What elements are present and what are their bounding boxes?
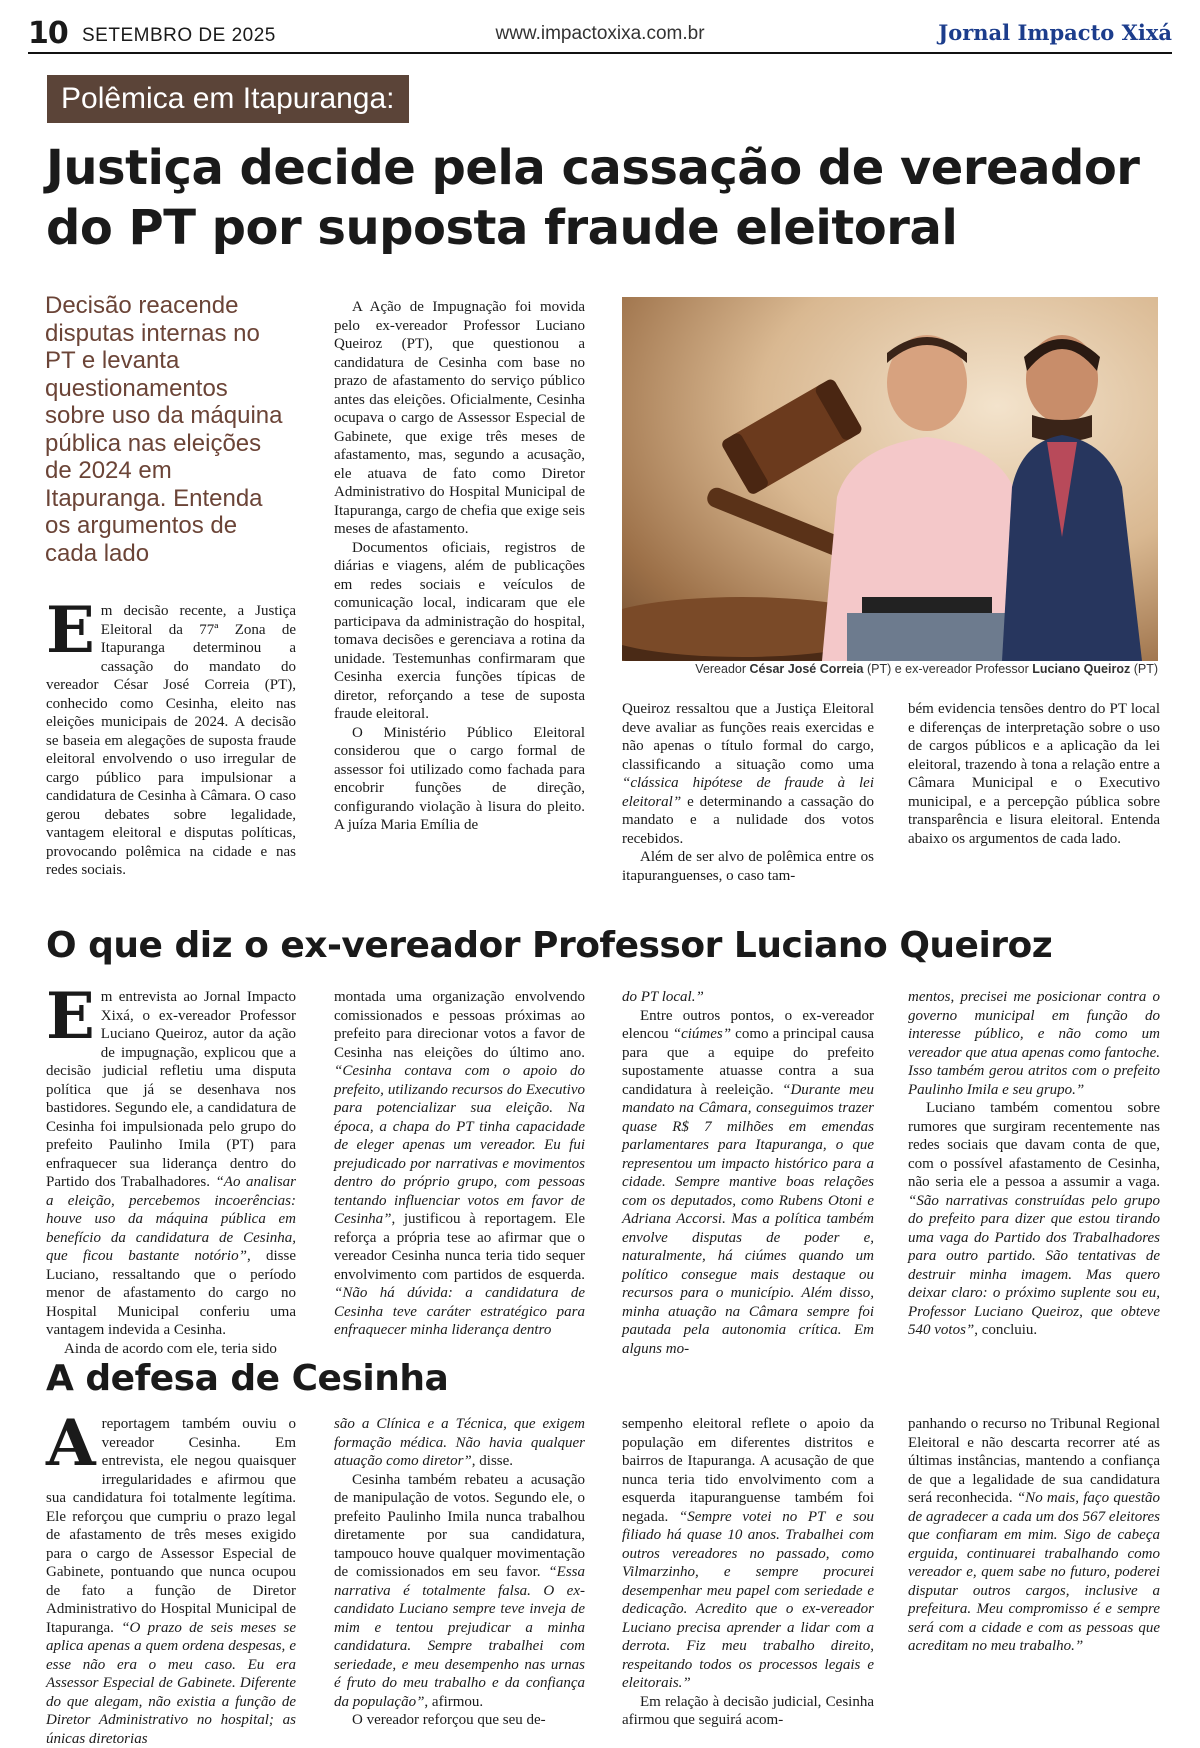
intro-paragraph: O Ministério Público Eleitoral considerou que o cargo formal de assessor foi utilizado como fachada para encobrir funções de direção, configurando violação à lisura do pleito. A juíza Maria Emília de xyxy=(334,724,585,833)
section1-column-3: do PT local.” Entre outros pontos, o ex-vereador elencou “ciúmes” como a principal causa para que a equipe do prefeito supostamente atuasse contra a sua candidatura à reeleição. “Durante meu mandato na Câmara, conseguimos trazer quase R$ 7 milhões em emendas parlamentares para Itapuranga, o que representou um impacto histórico para a cidade. Sempre mantive boas relações com os deputados, como Rubens Otoni e Adriana Accorsi. Mas a política também envolve disputas de poder e, naturalmente, há ciúmes quando um político consegue mais destaque ou recursos para o município. Além disso, minha atuação na Câmara sempre foi pautada pela autonomia crítica. Em alguns mo- xyxy=(622,989,875,1357)
headline-line-2: do PT por suposta fraude eleitoral xyxy=(46,200,958,256)
section-title-luciano: O que diz o ex-vereador Professor Luciano Queiroz xyxy=(46,925,1053,966)
section-title-defesa: A defesa de Cesinha xyxy=(46,1358,449,1399)
section2-column-1: Areportagem também ouviu o vereador Cesinha. Em entrevista, ele negou quaisquer irregularidades e afirmou que sua candidatura foi totalmente legítima. Ele reforçou que cumpriu o prazo legal de afastamento de três meses exigido para o cargo de Assessor Especial de Gabinete, pontuando que nunca ocupou de fato a função de Diretor Administrativo do Hospital Municipal de Itapuranga. “O prazo de seis meses se aplica apenas a quem ordena despesas, e esse não era o meu caso. Eu era Assessor Especial de Gabinete. Diferente do que alegam, não existia a função de Diretor Administrativo no hospital; as únicas diretorias xyxy=(46,1406,296,1747)
intro-paragraph: Além de ser alvo de polêmica entre os itapuranguenses, o caso tam- xyxy=(622,849,874,884)
section2-column-3: sempenho eleitoral reflete o apoio da população em diferentes distritos e bairros de Itapuranga. A acusação de que nunca teria tido envolvimento com a esquerda itapuranguense também foi negada. “Sempre votei no PT e sou filiado há quase 10 anos. Trabalhei com outros vereadores no passado, como Vilmarzinho, e sempre procurei desempenhar meu papel com seriedade e dedicação. Acredito que o ex-vereador Luciano precisa aprender a lidar com a derrota. Fiz meu trabalho direito, respeitando todos os processos legais e eleitorais.” Em relação à decisão judicial, Cesinha afirmou que seguirá acom- xyxy=(622,1416,874,1728)
intro-column-1 xyxy=(46,593,296,880)
intro-paragraph: A Ação de Impugnação foi movida pelo ex-vereador Professor Luciano Queiroz (PT), que questionou a candidatura de Cesinha com base no prazo de afastamento do serviço público antes das eleições. Oficialmente, Cesinha ocupava o cargo de Assessor Especial de Gabinete, que exige três meses de afastamento, mas, segundo a acusação, ele atuava de fato como Diretor Administrativo do Hospital Municipal de Itapuranga, cargo de chefia que exige seis meses de afastamento. xyxy=(334,299,585,537)
judge-quote: “clássica hipótese de fraude à lei eleitoral” xyxy=(622,775,874,810)
newspaper-brand: Jornal Impacto Xixá xyxy=(938,20,1172,45)
intro-paragraph: bém evidencia tensões dentro do PT local e diferenças de interpretação sobre o uso de cargos públicos e a aplicação da lei eleitoral, trazendo à tona a relação entre a Câmara Municipal e o Executivo municipal, e a percepção pública sobre transparência e lisura eleitoral. Entenda abaixo os argumentos de cada lado. xyxy=(908,701,1160,847)
article-headline xyxy=(46,138,1166,258)
intro-paragraph: Documentos oficiais, registros de diárias e viagens, além de publicações em redes sociais e veículos de comunicação local, indicaram que ele participava da administração do hospital, tomava decisões e gerenciava a rotina da unidade. Testemunhas confirmaram que Cesinha exercia funções típicas de diretor, reforçando a tese de suposta fraude eleitoral. xyxy=(334,539,585,722)
drop-cap: E xyxy=(46,593,95,668)
section2-column-2: são a Clínica e a Técnica, que exigem formação médica. Não havia qualquer atuação como diretor”, disse. Cesinha também rebateu a acusação de manipulação de votos. Segundo ele, o prefeito Paulinho Imila nunca trabalhou diretamente por sua candidatura, tampouco houve qualquer movimentação de comissionados em seu favor. “Essa narrativa é totalmente falsa. O ex-candidato Luciano sempre teve inveja de mim e tentou prejudicar a minha candidatura. Sempre trabalhei com seriedade, e meu desempenho nas urnas é fruto do meu trabalho e da confiança da população”, afirmou. O vereador reforçou que seu de- xyxy=(334,1416,585,1728)
article-kicker: Polêmica em Itapuranga: xyxy=(47,75,409,123)
intro-paragraph: m decisão recente, a Justiça Eleitoral da 77ª Zona de Itapuranga determinou a cassação do mandato do vereador César José Correia (PT), conhecido como Cesinha, eleito nas eleições municipais de 2024. A decisão se baseia em alegações de suposta fraude eleitoral envolvendo o uso irregular de cargo público para impulsionar a candidatura de Cesinha à Câmara. O caso gerou debates sobre legalidade, vantagem eleitoral e disputas políticas, provocando polêmica na cidade e nas redes sociais. xyxy=(46,603,296,878)
drop-cap: A xyxy=(46,1406,96,1481)
website-link[interactable]: www.impactoxixa.com.br xyxy=(495,23,705,44)
section1-column-4: mentos, precisei me posicionar contra o governo municipal em função do interesse público, e não como um vereador que atua apenas como fantoche. Isso também gerou atritos com o prefeito Paulinho Imila e seu grupo.” Luciano também comentou sobre rumores que surgiram recentemente nas redes sociais que davam conta de que, com o possível afastamento de Cesinha, não seria ele a pessoa a assumir a vaga. “São narrativas construídas pelo grupo do prefeito para dizer que estou tirando uma vaga do Partido dos Trabalhadores para outro partido. São tentativas de destruir minha imagem. Mas quero deixar claro: o próximo suplente sou eu, Professor Luciano Queiroz, que obteve 540 votos”, concluiu. xyxy=(908,989,1160,1338)
intro-column-2 xyxy=(334,298,585,835)
page-header xyxy=(28,18,1172,54)
photo-caption: Vereador César José Correia (PT) e ex-vereador Professor Luciano Queiroz (PT) xyxy=(695,662,1158,676)
article-deck: Decisão reacende disputas internas no PT e levanta questionamentos sobre uso da máquina pública nas eleições de 2024 em Itapuranga. Entenda os argumentos de cada lado xyxy=(45,292,283,567)
page-number: 10 xyxy=(28,16,68,51)
drop-cap: E xyxy=(46,979,95,1054)
intro-column-4 xyxy=(908,700,1160,848)
section2-column-4: panhando o recurso no Tribunal Regional Eleitoral e não descarta recorrer até as últimas instâncias, mantendo a confiança de que a legalidade de sua candidatura será reconhecida. “No mais, faço questão de agradecer a cada um dos 567 eleitores que confiaram em mim. Sigo de cabeça erguida, continuarei trabalhando como vereador e, quem sabe no futuro, poderei disputar outros cargos, inclusive a prefeitura. Meu compromisso é e sempre será com a cidade e com as pessoas que acreditam no meu trabalho.” xyxy=(908,1416,1160,1654)
article-photo xyxy=(622,297,1158,661)
gavel-and-men-photo xyxy=(622,297,1158,661)
headline-line-1: Justiça decide pela cassação de vereador xyxy=(46,140,1140,196)
issue-date: SETEMBRO DE 2025 xyxy=(82,25,276,46)
section1-column-1: Em entrevista ao Jornal Impacto Xixá, o ex-vereador Professor Luciano Queiroz, autor da ação de impugnação, explicou que a decisão judicial refletiu uma disputa política que já se desenhava nos bastidores. Segundo ele, a candidatura de Cesinha foi impulsionada pelo grupo do prefeito Paulinho Imila (PT) para enfraquecer sua liderança dentro do Partido dos Trabalhadores. “Ao analisar a eleição, percebemos incoerências: houve uso da máquina pública em benefício da candidatura de Cesinha, que ficou bastante notório”, disse Luciano, ressaltando que o período menor de afastamento do cargo no Hospital Municipal conferiu uma vantagem indevida a Cesinha. Ainda de acordo com ele, teria sido xyxy=(46,979,296,1357)
section1-column-2: montada uma organização envolvendo comissionados e pessoas próximas ao prefeito para direcionar votos a favor de Cesinha nas eleições do último ano. “Cesinha contava com o apoio do prefeito, utilizando recursos do Executivo para potencializar sua eleição. Na época, a chapa do PT tinha capacidade de eleger apenas um vereador. Eu fui prejudicado por narrativas e movimentos dentro do próprio grupo, com pessoas tentando influenciar votos em favor de Cesinha”, justificou à reportagem. Ele reforça a própria tese ao afirmar que o vereador Cesinha nunca teria tido sequer envolvimento com partidos de esquerda. “Não há dúvida: a candidatura de Cesinha teve caráter estratégico para enfraquecer minha liderança dentro xyxy=(334,989,585,1338)
intro-column-3: Queiroz ressaltou que a Justiça Eleitoral deve avaliar as funções reais exercidas e não apenas o título formal do cargo, classificando a situação como uma “clássica hipótese de fraude à lei eleitoral” e determinando a cassação do mandato e a nulidade dos votos recebidos. Além de ser alvo de polêmica entre os itapuranguenses, o caso tam- xyxy=(622,701,874,884)
